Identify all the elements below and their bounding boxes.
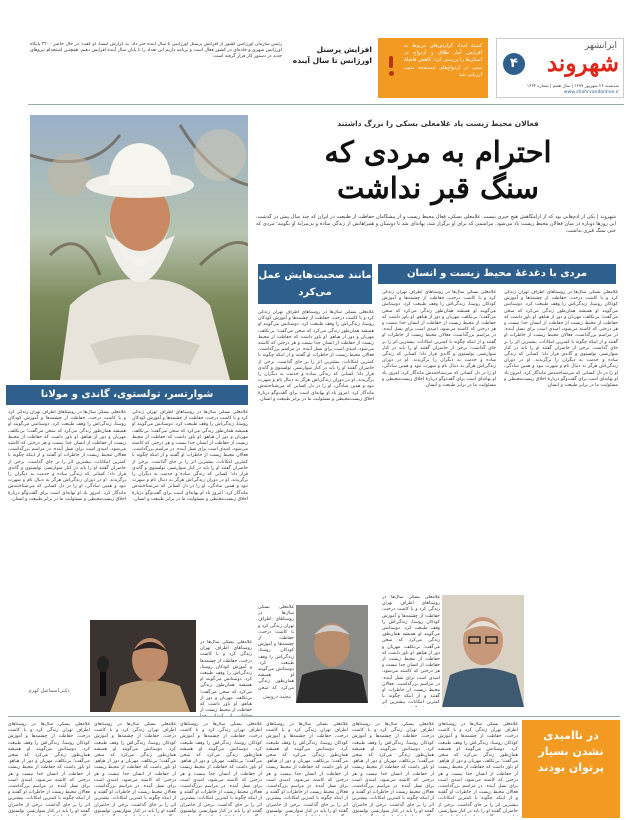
column-7: غلامعلی بسکی سال‌ها در روستاهای اطراف تهران زندگی کرد و با کاشت درخت، حفاظت از چشمه‌ها و آموزش کودکان روستا، زندگی‌اش را وقف طبیعت کرد. دوستانش می‌گویند او همیشه همان‌طور زندگی می‌کرد که سخن [258,605,294,691]
column-1: غلامعلی بسکی سال‌ها در روستاهای اطراف تهران زندگی کرد و با کاشت درخت، حفاظت از چشمه‌ها و آموزش کودکان روستا، زندگی‌اش را وقف طبیعت کرد. دوستانش می‌گویند او همیشه همان‌طور زندگی می‌کرد که سخن می‌گفت؛ بی‌تکلف، مهربان و دور از هیاهو. او باور داشت که حفاظت از محیط زیست از حفاظت از انسان جدا نیست و هر درختی که کاشته می‌شود، امیدی است برای نسل آینده. در مراسم بزرگداشت، فعالان محیط زیست از خاطرات او گفتند و از اینکه چگونه با کمترین امکانات، بیشترین اثر را بر جای گذاشت. برخی از حاضران گفتند او را باید در کنار شوارتسر، تولستوی و گاندی قرار داد؛ کسانی که زندگی ساده و خدمت به دیگران را برگزیدند. او در دوران زندگی‌اش هرگز به دنبال نام و شهرت نبود و همین سادگی، او را در دل کسانی که می‌شناختندش ماندگار کرد. امروز یاد او بهانه‌ای است برای گفت‌وگو دربارهٔ اخلاق زیست‌محیطی و مسئولیت ما در برابر طبیعت و انسان. [504,290,618,389]
section1-title: مردی با دغدغهٔ محیط زیست و انسان [378,264,616,284]
site-url: www.shahrvandonline.ir [563,90,619,95]
bottom-box [522,720,620,818]
topbar-headline: افزایش پرسنل اورژانس تا سال آینده [292,45,372,65]
column-2: غلامعلی بسکی سال‌ها در روستاهای اطراف تهران زندگی کرد و با کاشت درخت، حفاظت از چشمه‌ها و آموزش کودکان روستا، زندگی‌اش را وقف طبیعت کرد. دوستانش می‌گویند او همیشه همان‌طور زندگی می‌کرد که سخن می‌گفت؛ بی‌تکلف، مهربان و دور از هیاهو. او باور داشت که حفاظت از محیط زیست از حفاظت از انسان جدا نیست و هر درختی که کاشته می‌شود، امیدی است برای نسل آینده. در مراسم بزرگداشت، فعالان محیط زیست از خاطرات او گفتند و از اینکه چگونه با کمترین امکانات، بیشترین اثر را بر جای گذاشت. برخی از حاضران گفتند او را باید در کنار شوارتسر، تولستوی و گاندی قرار داد؛ کسانی که زندگی ساده و خدمت به دیگران را برگزیدند. او در دوران زندگی‌اش هرگز به دنبال نام و شهرت نبود و همین سادگی، او را در دل کسانی که می‌شناختندش ماندگار کرد. امروز یاد او بهانه‌ای است برای گفت‌وگو دربارهٔ اخلاق زیست‌محیطی و مسئولیت ما در برابر طبیعت و انسان. [382,290,496,389]
photo-man-mic [90,620,196,712]
bottom-column-6: غلامعلی بسکی سال‌ها در روستاهای اطراف تهران زندگی کرد و با کاشت درخت، حفاظت از چشمه‌ها و آموزش کودکان روستا، زندگی‌اش را وقف طبیعت کرد. دوستانش می‌گویند او همیشه همان‌طور زندگی می‌کرد که سخن می‌گفت؛ بی‌تکلف، مهربان و دور از هیاهو. او باور داشت که حفاظت از محیط زیست از حفاظت از انسان جدا نیست و هر درختی که کاشته می‌شود، امیدی است برای نسل آینده. در مراسم بزرگداشت، فعالان محیط زیست از خاطرات او گفتند و از اینکه چگونه با کمترین امکانات، بیشترین اثر را بر جای گذاشت. برخی از حاضران گفتند او را باید در کنار شوارتسر، تولستوی [8,722,90,814]
portrait-photo [30,115,248,380]
caption-2: محمد درویش [263,694,291,700]
masthead-supertitle: ایرانشهر [584,41,617,51]
article-lead: شهروند | یکی از آدم‌هایی بود که از آرامگاهش هیچ خبری نیست. غلامعلی بسکی، فعال محیط زیست و از پیشگامان حفاظت از طبیعت در ایران که چند سال پیش در گذشت، این روزها دوباره در میان فعالان محیط زیست یاد می‌شود. مراسمی که برای او برگزار شد، بهانه‌ای شد تا دوستان و همراهانش از زندگی ساده و بی‌پیرایهٔ او بگویند؛ مردی که حتی سنگ قبری نداشت. [256,214,616,234]
article-kicker: فعالان محیط زیست یاد غلامعلی بسکی را بزرگ داشتند [337,119,539,128]
photo-man-glasses [442,595,524,707]
column-5: غلامعلی بسکی سال‌ها در روستاهای اطراف تهران زندگی کرد و با کاشت درخت، حفاظت از چشمه‌ها و آموزش کودکان روستا، زندگی‌اش را وقف طبیعت کرد. دوستانش می‌گویند او همیشه همان‌طور زندگی می‌کرد که سخن می‌گفت؛ بی‌تکلف، مهربان و دور از هیاهو. او باور داشت که حفاظت از محیط زیست از حفاظت از انسان جدا نیست و هر درختی که کاشته می‌شود، امیدی است برای نسل آینده. در مراسم بزرگداشت، فعالان محیط زیست از خاطرات او گفتند و از اینکه چگونه با کمترین امکانات، بیشترین اثر را بر جای گذاشت. برخی از حاضران گفتند او را باید در کنار شوارتسر، تولستوی و گاندی قرار داد؛ کسانی که زندگی ساده و خدمت به دیگران را برگزیدند. او در دوران زندگی‌اش هرگز به دنبال نام و شهرت نبود و همین سادگی، او را در دل کسانی که می‌شناختندش ماندگار کرد. امروز یاد او بهانه‌ای است برای گفت‌وگو دربارهٔ اخلاق زیست‌محیطی و مسئولیت ما در برابر طبیعت و انسان. [8,410,126,502]
promo-text: کمیتهٔ امداد گزارش‌های مربوط به افزایش آمار طلاق و ازدواج در استان‌ها را بررسی کرد؛ کاهش فاصلهٔ سنی در ازدواج‌های ثبت‌شده مثبت ارزیابی شد [404,43,482,78]
bottom-column-1: غلامعلی بسکی سال‌ها در روستاهای اطراف تهران زندگی کرد و با کاشت درخت، حفاظت از چشمه‌ها و آموزش کودکان روستا، زندگی‌اش را وقف طبیعت کرد. دوستانش می‌گویند او همیشه همان‌طور زندگی می‌کرد که سخن می‌گفت؛ بی‌تکلف، مهربان و دور از هیاهو. او باور داشت که حفاظت از محیط زیست از حفاظت از انسان جدا نیست و هر درختی که کاشته می‌شود، امیدی است برای نسل آینده. در مراسم بزرگداشت، فعالان محیط زیست از خاطرات او گفتند و از اینکه چگونه با کمترین امکانات، بیشترین اثر را بر جای گذاشت. برخی از حاضران گفتند او را باید در کنار شوارتسر، [438,722,518,814]
logo: شهروند [546,50,619,77]
column-8: غلامعلی بسکی سال‌ها در روستاهای اطراف تهران زندگی کرد و با کاشت درخت، حفاظت از چشمه‌ها و آموزش کودکان روستا، زندگی‌اش را وقف طبیعت کرد. دوستانش می‌گویند او همیشه همان‌طور زندگی می‌کرد که سخن می‌گفت؛ بی‌تکلف، مهربان و دور از هیاهو. او باور داشت که حفاظت از محیط زیست از [200,640,252,714]
bottom-column-5: غلامعلی بسکی سال‌ها در روستاهای اطراف تهران زندگی کرد و با کاشت درخت، حفاظت از چشمه‌ها و آموزش کودکان روستا، زندگی‌اش را وقف طبیعت کرد. دوستانش می‌گویند او همیشه همان‌طور زندگی می‌کرد که سخن می‌گفت؛ بی‌تکلف، مهربان و دور از هیاهو. او باور داشت که حفاظت از محیط زیست از حفاظت از انسان جدا نیست و هر درختی که کاشته می‌شود، امیدی است برای نسل آینده. در مراسم بزرگداشت، فعالان محیط زیست از خاطرات او گفتند و از اینکه چگونه با کمترین امکانات، بیشترین اثر را بر جای گذاشت. برخی از حاضران گفتند او را باید در کنار شوارتسر، تولستوی [94,722,176,814]
caption-1: دکتر اسماعیل کهرم [28,688,70,694]
article-title-line2: سنگ قبر نداشت [337,171,539,205]
masthead [496,38,624,98]
column-6: غلامعلی بسکی سال‌ها در روستاهای اطراف تهران زندگی کرد و با کاشت درخت، حفاظت از چشمه‌ها و آموزش کودکان روستا، زندگی‌اش را وقف طبیعت کرد. دوستانش می‌گویند او همیشه همان‌طور زندگی می‌کرد که سخن می‌گفت؛ بی‌تکلف، مهربان و دور از هیاهو. او باور داشت که حفاظت از محیط زیست از حفاظت از انسان جدا نیست و هر درختی که کاشته می‌شود، امیدی است برای نسل آینده. در مراسم بزرگداشت، فعالان محیط زیست از خاطرات او گفتند و از اینکه چگونه با کمترین امکانات، بیشترین اثر [382,595,440,706]
topbar-summary: رئیس سازمان اورژانس کشور از افزایش پرسنل اورژانس تا سال آینده خبر داد. به گزارش ایسنا، او گفت: در حال حاضر ۲۲۰۰ پایگاه اورژانس شهری و جاده‌ای در کشور فعال است و برنامه داریم این تعداد را تا پایان سال آینده افزایش دهیم. همچنین استخدام نیروهای جدید در دستور کار قرار گرفته است. [30,42,282,60]
column-4: غلامعلی بسکی سال‌ها در روستاهای اطراف تهران زندگی کرد و با کاشت درخت، حفاظت از چشمه‌ها و آموزش کودکان روستا، زندگی‌اش را وقف طبیعت کرد. دوستانش می‌گویند او همیشه همان‌طور زندگی می‌کرد که سخن می‌گفت؛ بی‌تکلف، مهربان و دور از هیاهو. او باور داشت که حفاظت از محیط زیست از حفاظت از انسان جدا نیست و هر درختی که کاشته می‌شود، امیدی است برای نسل آینده. در مراسم بزرگداشت، فعالان محیط زیست از خاطرات او گفتند و از اینکه چگونه با کمترین امکانات، بیشترین اثر را بر جای گذاشت. برخی از حاضران گفتند او را باید در کنار شوارتسر، تولستوی و گاندی قرار داد؛ کسانی که زندگی ساده و خدمت به دیگران را برگزیدند. او در دوران زندگی‌اش هرگز به دنبال نام و شهرت نبود و همین سادگی، او را در دل کسانی که می‌شناختندش ماندگار کرد. امروز یاد او بهانه‌ای است برای گفت‌وگو دربارهٔ اخلاق زیست‌محیطی و مسئولیت ما در برابر طبیعت و انسان. [132,410,248,502]
bottom-column-3: غلامعلی بسکی سال‌ها در روستاهای اطراف تهران زندگی کرد و با کاشت درخت، حفاظت از چشمه‌ها و آموزش کودکان روستا، زندگی‌اش را وقف طبیعت کرد. دوستانش می‌گویند او همیشه همان‌طور زندگی می‌کرد که سخن می‌گفت؛ بی‌تکلف، مهربان و دور از هیاهو. او باور داشت که حفاظت از محیط زیست از حفاظت از انسان جدا نیست و هر درختی که کاشته می‌شود، امیدی است برای نسل آینده. در مراسم بزرگداشت، فعالان محیط زیست از خاطرات او گفتند و از اینکه چگونه با کمترین امکانات، بیشترین اثر را بر جای گذاشت. برخی از حاضران گفتند او را باید در کنار شوارتسر، تولستوی [266,722,348,814]
photo-man-gray [296,605,368,703]
bottom-column-4: غلامعلی بسکی سال‌ها در روستاهای اطراف تهران زندگی کرد و با کاشت درخت، حفاظت از چشمه‌ها و آموزش کودکان روستا، زندگی‌اش را وقف طبیعت کرد. دوستانش می‌گویند او همیشه همان‌طور زندگی می‌کرد که سخن می‌گفت؛ بی‌تکلف، مهربان و دور از هیاهو. او باور داشت که حفاظت از محیط زیست از حفاظت از انسان جدا نیست و هر درختی که کاشته می‌شود، امیدی است برای نسل آینده. در مراسم بزرگداشت، فعالان محیط زیست از خاطرات او گفتند و از اینکه چگونه با کمترین امکانات، بیشترین اثر را بر جای گذاشت. برخی از حاضران گفتند او را باید در کنار شوارتسر، تولستوی [180,722,262,814]
section2-title: مانند صحبت‌هایش عمل می‌کرد [258,264,372,304]
page-number: ۴ [503,53,525,75]
issue-line: سه‌شنبه ۲۶ شهریور ۱۳۹۷ | سال هفتم | شماره ۱۶۳۴ [526,83,619,88]
article-title-line1: احترام به مردی که [324,135,552,169]
bottom-title: در ناامیدی نشدن بسیار پرتوان بودند [537,729,605,774]
bottom-column-2: غلامعلی بسکی سال‌ها در روستاهای اطراف تهران زندگی کرد و با کاشت درخت، حفاظت از چشمه‌ها و آموزش کودکان روستا، زندگی‌اش را وقف طبیعت کرد. دوستانش می‌گویند او همیشه همان‌طور زندگی می‌کرد که سخن می‌گفت؛ بی‌تکلف، مهربان و دور از هیاهو. او باور داشت که حفاظت از محیط زیست از حفاظت از انسان جدا نیست و هر درختی که کاشته می‌شود، امیدی است برای نسل آینده. در مراسم بزرگداشت، فعالان محیط زیست از خاطرات او گفتند و از اینکه چگونه با کمترین امکانات، بیشترین اثر را بر جای گذاشت. برخی از حاضران گفتند او را باید در کنار شوارتسر، تولستوی [352,722,434,814]
section3-title: شوارتسر، تولستوی، گاندی و مولانا [6,385,248,405]
promo-accent-icon [386,56,396,78]
top-divider [28,104,624,105]
column-3: غلامعلی بسکی سال‌ها در روستاهای اطراف تهران زندگی کرد و با کاشت درخت، حفاظت از چشمه‌ها و آموزش کودکان روستا، زندگی‌اش را وقف طبیعت کرد. دوستانش می‌گویند او همیشه همان‌طور زندگی می‌کرد که سخن می‌گفت؛ بی‌تکلف، مهربان و دور از هیاهو. او باور داشت که حفاظت از محیط زیست از حفاظت از انسان جدا نیست و هر درختی که کاشته می‌شود، امیدی است برای نسل آینده. در مراسم بزرگداشت، فعالان محیط زیست از خاطرات او گفتند و از اینکه چگونه با کمترین امکانات، بیشترین اثر را بر جای گذاشت. برخی از حاضران گفتند او را باید در کنار شوارتسر، تولستوی و گاندی قرار داد؛ کسانی که زندگی ساده و خدمت به دیگران را برگزیدند. او در دوران زندگی‌اش هرگز به دنبال نام و شهرت نبود و همین سادگی، او را در دل کسانی که می‌شناختندش ماندگار کرد. امروز یاد او بهانه‌ای است برای گفت‌وگو دربارهٔ اخلاق زیست‌محیطی و مسئولیت ما در برابر طبیعت و انسان. [258,310,374,402]
bottom-divider [8,716,620,717]
promo-box [378,38,488,98]
